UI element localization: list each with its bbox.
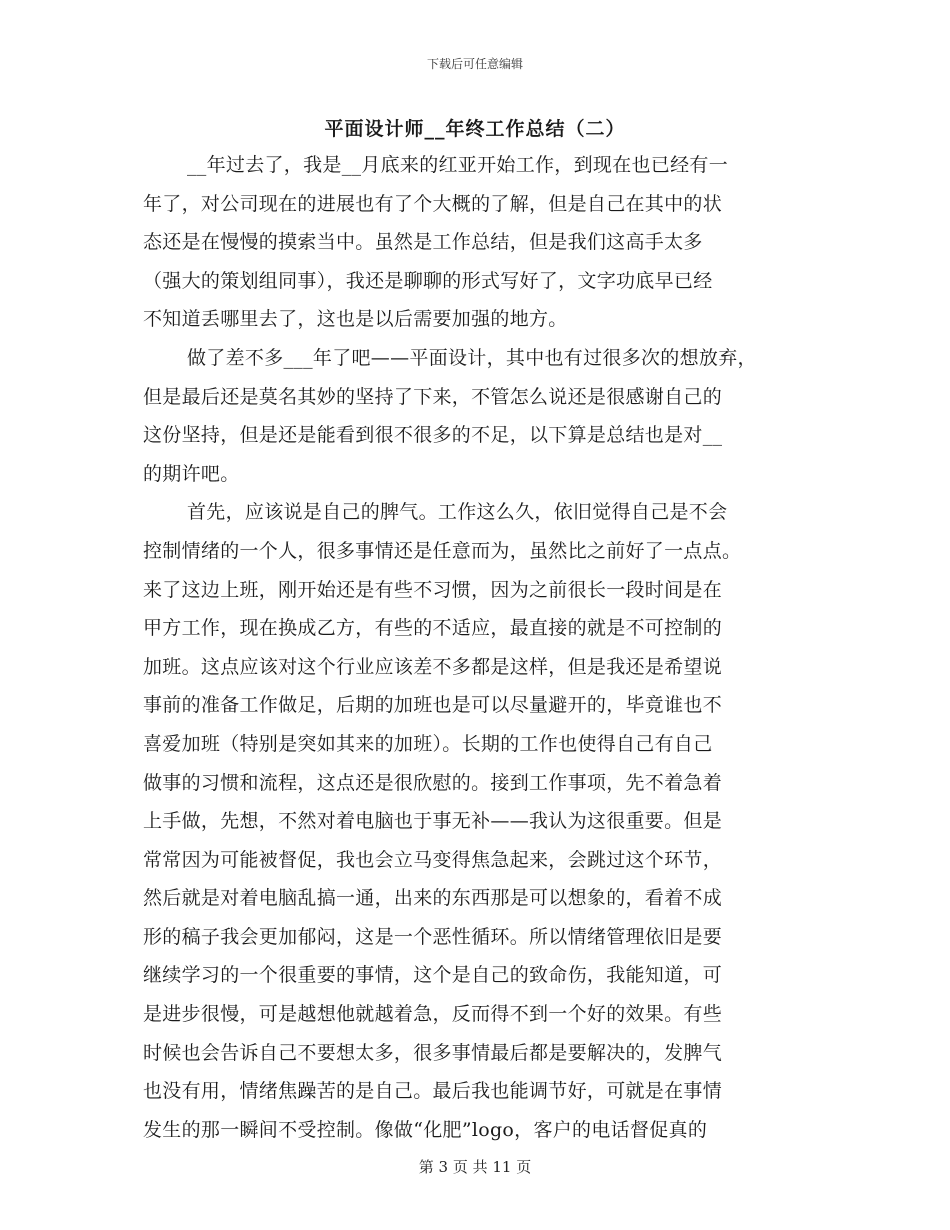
- body-line: 甲方工作，现在换成乙方，有些的不适应，最直接的就是不可控制的: [143, 617, 723, 640]
- body-line: 的期许吧。: [143, 462, 240, 485]
- body-line: 时候也会告诉自己不要想太多，很多事情最后都是要解决的，发脾气: [143, 1041, 723, 1064]
- body-line: 年了，对公司现在的进展也有了个大概的了解，但是自己在其中的状: [143, 192, 723, 215]
- document-body: [143, 146, 813, 1149]
- document-title: 平面设计师__年终工作总结（二）: [324, 118, 626, 140]
- body-line: 加班。这点应该对这个行业应该差不多都是这样，但是我还是希望说: [143, 655, 723, 678]
- body-line: 喜爱加班（特别是突如其来的加班）。长期的工作也使得自己有自己: [143, 732, 713, 755]
- body-line: （强大的策划组同事），我还是聊聊的形式写好了，文字功底早已经: [143, 269, 713, 292]
- body-line: 上手做，先想，不然对着电脑也于事无补——我认为这很重要。但是: [143, 810, 723, 833]
- body-line: 事前的准备工作做足，后期的加班也是可以尽量避开的，毕竟谁也不: [143, 694, 723, 717]
- body-line: 也没有用，情绪焦躁苦的是自己。最后我也能调节好，可就是在事情: [143, 1080, 723, 1103]
- body-line: 是进步很慢，可是越想他就越着急，反而得不到一个好的效果。有些: [143, 1003, 723, 1026]
- body-line: __年过去了，我是__月底来的红亚开始工作，到现在也已经有一: [187, 154, 729, 176]
- body-line: 但是最后还是莫名其妙的坚持了下来，不管怎么说还是很感谢自己的: [143, 385, 723, 408]
- body-line: 然后就是对着电脑乱搞一通，出来的东西那是可以想象的，看着不成: [143, 887, 723, 910]
- body-line: 发生的那一瞬间不受控制。像做“化肥”logo，客户的电话督促真的: [143, 1118, 708, 1141]
- body-line: 做了差不多___年了吧——平面设计，其中也有过很多次的想放弃，: [187, 346, 757, 369]
- body-line: 形的稿子我会更加郁闷，这是一个恶性循环。所以情绪管理依旧是要: [143, 925, 723, 948]
- body-line: 常常因为可能被督促，我也会立马变得焦急起来，会跳过这个环节，: [143, 848, 723, 871]
- page-header-note: 下载后可任意编辑: [426, 57, 523, 71]
- body-line: 来了这边上班，刚开始还是有些不习惯，因为之前很长一段时间是在: [143, 578, 723, 601]
- body-line: 不知道丢哪里去了，这也是以后需要加强的地方。: [143, 308, 568, 331]
- body-line: 这份坚持，但是还是能看到很不很多的不足，以下算是总结也是对__: [143, 424, 723, 447]
- page-number: 第 3 页 共 11 页: [418, 1158, 532, 1176]
- body-line: 做事的习惯和流程，这点还是很欣慰的。接到工作事项，先不着急着: [143, 771, 723, 794]
- body-line: 首先，应该说是自己的脾气。工作这么久，依旧觉得自己是不会: [187, 501, 728, 524]
- body-line: 控制情绪的一个人，很多事情还是任意而为，虽然比之前好了一点点。: [143, 539, 742, 562]
- body-line: 继续学习的一个很重要的事情，这个是自己的致命伤，我能知道，可: [143, 964, 723, 987]
- body-line: 态还是在慢慢的摸索当中。虽然是工作总结，但是我们这高手太多: [143, 231, 703, 254]
